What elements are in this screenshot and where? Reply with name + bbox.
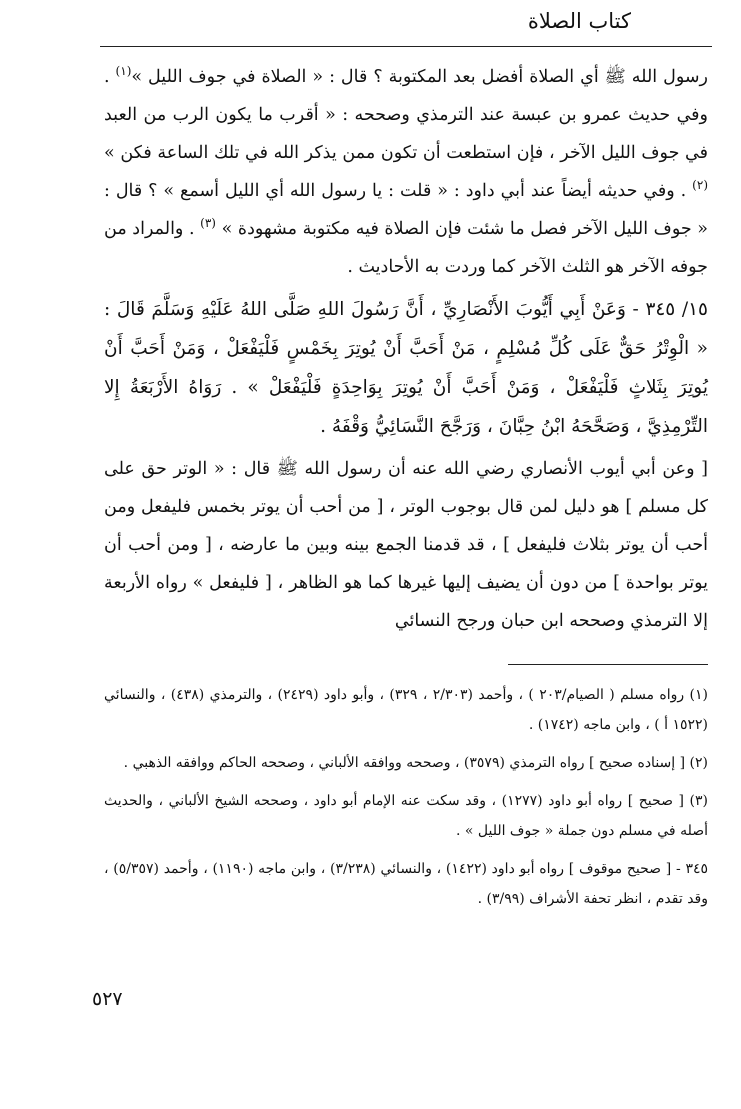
footnote-ref-1: (١)	[115, 64, 132, 79]
footnotes	[104, 680, 708, 922]
footnote: (١) رواه مسلم ( الصيام/٢٠٣ ) ، وأحمد (٢/٣٠٣ ، ٣٢٩) ، وأبو داود (٢٤٢٩) ، والترمذي (٤٣٨) ، والنسائي (١٥٢٢ أ ) ، وابن ماجه (١٧٤٢) .	[104, 687, 709, 733]
page-number: ٥٢٧	[92, 988, 123, 1010]
footnote: (٣) [ صحيح ] رواه أبو داود (١٢٧٧) ، وقد سكت عنه الإمام أبو داود ، وصححه الشيخ الألباني ، والحديث أصله في مسلم دون جملة « جوف الليل » .	[104, 793, 708, 839]
footnote-ref-3: (٣)	[200, 216, 216, 231]
intro-text-4: . والمراد من جوفه الآخر هو الثلث الآخر كما وردت به الأحاديث .	[104, 219, 708, 277]
intro-paragraph	[104, 58, 708, 286]
running-header: كتاب الصلاة	[527, 9, 631, 33]
intro-text-1: رسول الله ﷺ أي الصلاة أفضل بعد المكتوبة ؟ قال : « الصلاة في جوف الليل »	[131, 67, 708, 87]
hadith-paragraph: ١٥/ ٣٤٥ - وَعَنْ أَبِي أَيُّوبَ الأَنْصَارِيِّ ، أَنَّ رَسُولَ اللهِ صَلَّى اللهُ عَلَيْهِ وَسَلَّمَ قَالَ : « الْوِتْرُ حَقٌّ عَلَى كُلِّ مُسْلِمٍ ، مَنْ أَحَبَّ أَنْ يُوتِرَ بِخَمْسٍ فَلْيَفْعَلْ ، وَمَنْ أَحَبَّ أَنْ يُوتِرَ بِثَلاثٍ فَلْيَفْعَلْ ، وَمَنْ أَحَبَّ أَنْ يُوتِرَ بِوَاحِدَةٍ فَلْيَفْعَلْ » . رَوَاهُ الأَرْبَعَةُ إِلا التِّرْمِذِيَّ ، وَصَحَّحَهُ ابْنُ حِبَّانَ ، وَرَجَّحَ النَّسَائِيُّ وَقْفَهُ .	[104, 299, 708, 437]
main-text	[104, 58, 708, 640]
intro-text-2: . وفي حديث عمرو بن عبسة عند الترمذي وصححه : « أقرب ما يكون الرب من العبد في جوف الليل الآخر ، فإن استطعت أن تكون ممن يذكر الله في تلك الساعة فكن »	[104, 67, 708, 163]
footnote-ref-2: (٢)	[692, 178, 708, 193]
footnote: ٣٤٥ - [ صحيح موقوف ] رواه أبو داود (١٤٢٢) ، والنسائي (٣/٢٣٨) ، وابن ماجه (١١٩٠) ، وأحمد (٥/٣٥٧) ، وقد تقدم ، انظر تحفة الأشراف (٣/٩٩) .	[104, 861, 708, 907]
footnote: (٢) [ إسناده صحيح ] رواه الترمذي (٣٥٧٩) ، وصححه ووافقه الألباني ، وصححه الحاكم ووافقه الذهبي .	[123, 755, 708, 771]
intro-text-3: . وفي حديثه أيضاً عند أبي داود : « قلت : يا رسول الله أي الليل أسمع » ؟ قال : « جوف الليل الآخر فصل ما شئت فإن الصلاة فيه مكتوبة مشهودة »	[104, 181, 708, 239]
footnote-rule	[508, 664, 708, 665]
commentary-paragraph: [ وعن أبي أيوب الأنصاري رضي الله عنه أن رسول الله ﷺ قال : « الوتر حق على كل مسلم ] هو دليل لمن قال بوجوب الوتر ، [ من أحب أن يوتر بخمس فليفعل ومن أحب أن يوتر بثلاث فليفعل ] ، قد قدمنا الجمع بينه وبين ما عارضه ، [ ومن أحب أن يوتر بواحدة ] من دون أن يضيف إليها غيرها كما هو الظاهر ، [ فليفعل » رواه الأربعة إلا الترمذي وصححه ابن حبان ورجح النسائي	[104, 459, 708, 631]
header-rule	[100, 46, 712, 47]
